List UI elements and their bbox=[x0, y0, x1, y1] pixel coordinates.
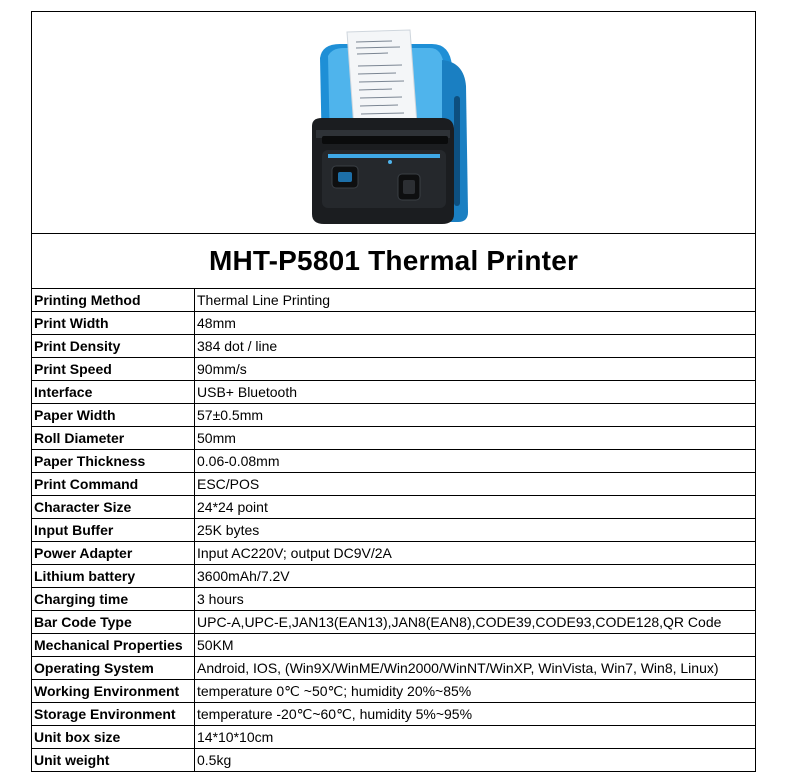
spec-value: 14*10*10cm bbox=[195, 726, 756, 749]
spec-row bbox=[32, 427, 755, 450]
spec-value: 57±0.5mm bbox=[195, 404, 756, 427]
spec-value: UPC-A,UPC-E,JAN13(EAN13),JAN8(EAN8),CODE39,CODE93,CODE128,QR Code bbox=[195, 611, 756, 634]
spec-value: 50KM bbox=[195, 634, 756, 657]
spec-value: 50mm bbox=[195, 427, 756, 450]
spec-label: Paper Width bbox=[32, 404, 195, 427]
spec-value: 0.06-0.08mm bbox=[195, 450, 756, 473]
spec-row bbox=[32, 450, 755, 473]
spec-label: Unit box size bbox=[32, 726, 195, 749]
spec-label: Power Adapter bbox=[32, 542, 195, 565]
spec-row bbox=[32, 289, 755, 312]
thermal-printer-image bbox=[292, 26, 492, 226]
spec-label: Working Environment bbox=[32, 680, 195, 703]
spec-row bbox=[32, 611, 755, 634]
spec-row bbox=[32, 703, 755, 726]
spec-value: 3 hours bbox=[195, 588, 756, 611]
spec-table bbox=[32, 289, 755, 771]
spec-value: ESC/POS bbox=[195, 473, 756, 496]
spec-value: 384 dot / line bbox=[195, 335, 756, 358]
spec-row bbox=[32, 473, 755, 496]
spec-label: Print Width bbox=[32, 312, 195, 335]
page-title: MHT-P5801 Thermal Printer bbox=[208, 245, 579, 276]
spec-label: Printing Method bbox=[32, 289, 195, 312]
spec-label: Input Buffer bbox=[32, 519, 195, 542]
spec-row bbox=[32, 726, 755, 749]
product-photo-cell bbox=[32, 12, 755, 234]
spec-label: Interface bbox=[32, 381, 195, 404]
spec-value: 25K bytes bbox=[195, 519, 756, 542]
spec-label: Print Command bbox=[32, 473, 195, 496]
spec-row bbox=[32, 657, 755, 680]
spec-row bbox=[32, 335, 755, 358]
spec-row bbox=[32, 565, 755, 588]
spec-label: Charging time bbox=[32, 588, 195, 611]
spec-label: Bar Code Type bbox=[32, 611, 195, 634]
spec-value: temperature -20℃~60℃, humidity 5%~95% bbox=[195, 703, 756, 726]
spec-row bbox=[32, 749, 755, 772]
spec-row bbox=[32, 634, 755, 657]
spec-label: Storage Environment bbox=[32, 703, 195, 726]
spec-label: Unit weight bbox=[32, 749, 195, 772]
spec-label: Paper Thickness bbox=[32, 450, 195, 473]
spec-row bbox=[32, 312, 755, 335]
spec-row bbox=[32, 404, 755, 427]
spec-label: Print Density bbox=[32, 335, 195, 358]
spec-label: Print Speed bbox=[32, 358, 195, 381]
spec-row bbox=[32, 542, 755, 565]
spec-label: Lithium battery bbox=[32, 565, 195, 588]
spec-row bbox=[32, 358, 755, 381]
spec-row bbox=[32, 519, 755, 542]
spec-row bbox=[32, 680, 755, 703]
spec-label: Roll Diameter bbox=[32, 427, 195, 450]
spec-value: 0.5kg bbox=[197, 752, 232, 768]
spec-sheet bbox=[31, 11, 756, 772]
spec-value: 3600mAh/7.2V bbox=[195, 565, 756, 588]
spec-value: Input AC220V; output DC9V/2A bbox=[195, 542, 756, 565]
spec-value: Android, IOS, (Win9X/WinME/Win2000/WinNT/WinXP, WinVista, Win7, Win8, Linux) bbox=[195, 657, 756, 680]
spec-value: USB+ Bluetooth bbox=[195, 381, 756, 404]
spec-row bbox=[32, 496, 755, 519]
spec-label: Character Size bbox=[32, 496, 195, 519]
title-row bbox=[32, 234, 755, 289]
spec-value: Thermal Line Printing bbox=[195, 289, 756, 312]
spec-value: temperature 0℃ ~50℃; humidity 20%~85% bbox=[195, 680, 756, 703]
spec-value: 24*24 point bbox=[195, 496, 756, 519]
spec-label: Operating System bbox=[32, 657, 195, 680]
spec-row bbox=[32, 381, 755, 404]
spec-row bbox=[32, 588, 755, 611]
spec-label: Mechanical Properties bbox=[32, 634, 195, 657]
spec-value: 90mm/s bbox=[195, 358, 756, 381]
spec-value: 48mm bbox=[195, 312, 756, 335]
